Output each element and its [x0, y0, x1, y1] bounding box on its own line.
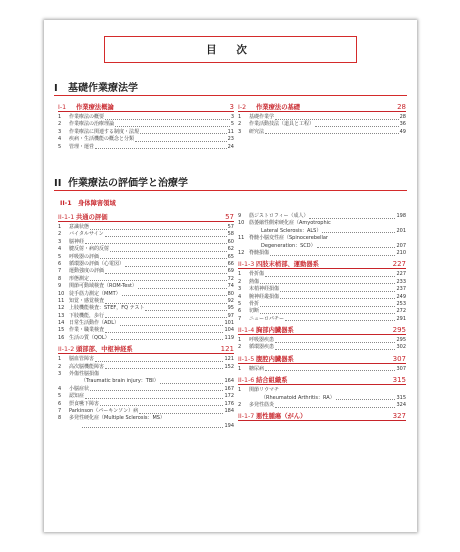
toc-entry[interactable] [238, 286, 406, 293]
entry-title: 高次脳機能障害 [69, 363, 105, 370]
entry-number: 2 [238, 344, 242, 351]
entry-title: 脳血管障害 [69, 356, 95, 363]
part-1-number: I [54, 83, 58, 94]
entry-title: 基礎作業学 [249, 113, 275, 120]
entry-number: 4 [238, 293, 242, 300]
entry-title: 下肢機能，歩行 [69, 312, 105, 319]
section-page: 295 [392, 326, 406, 335]
toc-entry[interactable] [58, 305, 234, 312]
entry-title: 認知症 [69, 393, 85, 400]
entry-page: 58 [227, 231, 234, 238]
entry-page: 62 [227, 246, 234, 253]
entry-number: 11 [238, 235, 245, 242]
entry-title: 筋萎縮性側索硬化症（Amyotrophic [249, 220, 331, 227]
entry-title: 末梢神経損傷 [249, 286, 280, 293]
leader-dots [85, 243, 227, 244]
toc-entry[interactable] [58, 291, 234, 298]
toc-column-1a [58, 103, 234, 151]
entry-page: 324 [396, 402, 406, 409]
entry-page: 198 [396, 212, 406, 219]
leader-dots [105, 368, 223, 369]
toc-entry[interactable] [238, 344, 406, 351]
entry-page: 291 [396, 315, 406, 322]
leader-dots [105, 236, 227, 237]
entry-title: 小脳症状 [69, 385, 90, 392]
leader-dots [260, 313, 395, 314]
entry-page: 233 [396, 278, 406, 285]
part-2-number: II [54, 178, 62, 189]
entry-title: 循環器の評価（心電図） [69, 260, 125, 267]
leader-dots [265, 133, 399, 134]
toc-entry[interactable] [238, 308, 406, 315]
toc-entry-continued[interactable] [238, 243, 406, 250]
toc-entry[interactable] [238, 301, 406, 308]
entry-title: 関節可動域検査（ROM-Test） [69, 283, 137, 290]
section-page: 121 [220, 345, 234, 354]
toc-entry[interactable] [58, 121, 234, 128]
leader-dots [275, 407, 395, 408]
entry-number: 11 [58, 297, 65, 304]
entry-page: 101 [224, 320, 234, 327]
leader-dots [309, 218, 395, 219]
entry-number: 13 [58, 312, 65, 319]
toc-section-heading[interactable] [238, 412, 406, 421]
toc-title: 目 次 [104, 36, 357, 63]
entry-title: 脊髄小脳変性症（Spinocerebellar [249, 235, 328, 242]
entry-page: 227 [396, 271, 406, 278]
entry-number: 3 [58, 238, 62, 245]
leader-dots [105, 332, 223, 333]
part-2-heading [54, 175, 407, 191]
toc-entry-continued[interactable] [238, 395, 406, 402]
toc-section-heading[interactable] [238, 260, 406, 269]
entry-title: ニューロパチー [249, 315, 285, 322]
toc-entry-continued[interactable] [58, 378, 234, 385]
toc-entry[interactable] [58, 254, 234, 261]
section-title: 作業療法概論 [76, 104, 114, 111]
entry-number: 8 [58, 415, 62, 422]
entry-title: 関節リウマチ [249, 387, 280, 394]
entry-page: 176 [224, 400, 234, 407]
toc-entry[interactable] [58, 401, 234, 408]
entry-title: 作業療法に関連する制度・法規 [69, 128, 140, 135]
part-2-title: 作業療法の評価学と治療学 [68, 178, 188, 189]
entry-title: 知覚・感覚検査 [69, 297, 105, 304]
toc-entry[interactable] [238, 235, 406, 242]
leader-dots [135, 141, 227, 142]
section-title: 作業療法の基礎 [256, 104, 301, 111]
leader-dots [260, 283, 395, 284]
toc-entry[interactable] [58, 393, 234, 400]
leader-dots [317, 247, 396, 248]
section-page: 327 [392, 412, 406, 421]
entry-number: 7 [58, 268, 62, 275]
section-title: 腹腔内臓器系 [256, 355, 294, 363]
entry-page: 253 [396, 300, 406, 307]
section-code: II-1-7 [238, 413, 255, 421]
leader-dots [82, 427, 223, 428]
leader-dots [110, 251, 227, 252]
section-title: 共通の評価 [76, 214, 108, 221]
entry-number: 1 [238, 271, 242, 278]
entry-title: 徒手筋力測定（MMT） [69, 290, 121, 297]
section-page: 3 [229, 103, 234, 111]
entry-number: 4 [58, 385, 62, 392]
entry-number: 7 [58, 407, 62, 414]
entry-title: 日常生活動作（ADL） [69, 320, 120, 327]
entry-page: 11 [227, 128, 234, 135]
entry-page: 49 [399, 128, 406, 135]
leader-dots [260, 306, 395, 307]
entry-title: 脳神経 [69, 238, 85, 245]
toc-section-heading[interactable] [58, 213, 234, 222]
section-page: 227 [392, 260, 406, 269]
leader-dots [125, 266, 227, 267]
part-1-title: 基礎作業療法学 [68, 83, 138, 94]
entry-page: 315 [396, 394, 406, 401]
entry-page: 92 [227, 297, 234, 304]
leader-dots [105, 119, 230, 120]
toc-entry[interactable] [238, 316, 406, 323]
entry-title: 筋ジストロフィー（成人） [249, 212, 309, 219]
entry-title: 作業療法の概要 [69, 113, 105, 120]
entry-number: 2 [238, 121, 242, 128]
toc-entry[interactable] [58, 136, 234, 143]
toc-section-heading[interactable] [238, 326, 406, 335]
entry-title: バイタルサイン [69, 231, 104, 238]
leader-dots [138, 288, 227, 289]
entry-title: 作業療法の治療理論 [69, 121, 115, 128]
leader-dots [85, 398, 223, 399]
leader-dots [265, 276, 395, 277]
toc-entry[interactable] [58, 313, 234, 320]
entry-page: 201 [396, 227, 406, 234]
entry-page: 65 [227, 253, 234, 260]
entry-title: 腕神経叢損傷 [249, 293, 280, 300]
toc-entry[interactable] [58, 371, 234, 378]
entry-page: 69 [227, 268, 234, 275]
toc-section-heading[interactable] [58, 103, 234, 112]
toc-entry[interactable] [58, 335, 234, 342]
entry-page: 74 [227, 283, 234, 290]
entry-page: 72 [227, 275, 234, 282]
section-code: II-1-5 [238, 355, 255, 363]
toc-entry[interactable] [58, 246, 234, 253]
entry-page: 249 [396, 293, 406, 300]
section-code: II-1-4 [238, 327, 255, 335]
entry-number: 4 [58, 136, 62, 143]
entry-title: 熱傷 [249, 278, 260, 285]
leader-dots [270, 255, 395, 256]
toc-entry[interactable] [58, 144, 234, 151]
entry-page: 95 [227, 305, 234, 312]
entry-number: 1 [238, 387, 242, 394]
section-title: 四肢末梢部、運動器系 [256, 261, 319, 269]
leader-dots [90, 390, 223, 391]
leader-dots [285, 320, 395, 321]
entry-number: 9 [238, 212, 242, 219]
entry-title: 脊髄損傷 [249, 249, 270, 256]
section-code: I-1 [58, 104, 67, 111]
leader-dots [105, 303, 227, 304]
entry-number: 9 [58, 283, 62, 290]
entry-number: 1 [238, 337, 242, 344]
entry-title: 呼吸器疾患 [249, 337, 275, 344]
entry-title: 生活の質（QOL） [69, 334, 110, 341]
entry-page: 23 [227, 136, 234, 143]
entry-number: 6 [58, 260, 62, 267]
entry-title: 作業・職業検査 [69, 327, 105, 334]
entry-number: 3 [238, 286, 242, 293]
section-code: II-1-6 [238, 377, 255, 385]
entry-page: 167 [224, 385, 234, 392]
entry-number: 4 [58, 246, 62, 253]
entry-title: 呼吸器の評価 [69, 253, 100, 260]
entry-number: 2 [58, 121, 62, 128]
leader-dots [95, 148, 227, 149]
entry-number: 14 [58, 320, 65, 327]
entry-page: 66 [227, 260, 234, 267]
entry-page: 97 [227, 312, 234, 319]
entry-title: 作業活動技法（道具と工程） [249, 121, 315, 128]
entry-title: 切断 [249, 308, 260, 315]
leader-dots [275, 342, 395, 343]
toc-entry[interactable] [238, 250, 406, 257]
entry-number: 2 [58, 231, 62, 238]
entry-page: 24 [227, 143, 234, 150]
toc-column-2a [238, 103, 406, 136]
entry-title: 運動強度の評価 [69, 268, 105, 275]
entry-title: 循環器疾患 [249, 344, 275, 351]
section-page: 57 [225, 213, 234, 221]
leader-dots [265, 370, 395, 371]
entry-title: 意識状態 [69, 223, 90, 230]
toc-entry-continued[interactable] [58, 423, 234, 430]
entry-number: 5 [58, 253, 62, 260]
entry-number: 12 [58, 305, 65, 312]
entry-page: 3 [230, 113, 234, 120]
book-page [44, 20, 417, 532]
toc-entry[interactable] [238, 271, 406, 278]
entry-title: 管理・運営 [69, 143, 95, 150]
toc-entry[interactable] [58, 283, 234, 290]
leader-dots [160, 383, 224, 384]
entry-title: 研究法 [249, 128, 265, 135]
section-title: 悪性腫瘍（がん） [256, 413, 307, 421]
toc-entry[interactable] [238, 366, 406, 373]
entry-page: 295 [396, 337, 406, 344]
entry-page: 104 [224, 327, 234, 334]
entry-number: 1 [238, 365, 242, 372]
entry-number: 3 [238, 128, 242, 135]
section-page: 315 [392, 376, 406, 385]
leader-dots [322, 232, 395, 233]
leader-dots [280, 298, 395, 299]
toc-column-2b [238, 213, 406, 423]
entry-title: Degeneration：SCD） [261, 242, 316, 249]
section-title: 頭部部、中枢神経系 [76, 346, 133, 354]
entry-page: 184 [224, 407, 234, 414]
leader-dots [90, 280, 227, 281]
toc-entry[interactable] [58, 356, 234, 363]
leader-dots [95, 361, 223, 362]
toc-entry[interactable] [238, 121, 406, 128]
entry-title: 形態測定 [69, 275, 90, 282]
section-title: 胸部内臓器系 [256, 327, 294, 335]
entry-title: Lateral Sclerosis：ALS） [261, 227, 322, 234]
entry-page: 172 [224, 393, 234, 400]
leader-dots [140, 133, 227, 134]
entry-number: 2 [238, 278, 242, 285]
entry-number: 5 [58, 143, 62, 150]
leader-dots [90, 229, 227, 230]
entry-page: 57 [227, 223, 234, 230]
leader-dots [120, 325, 223, 326]
leader-dots [145, 310, 226, 311]
entry-page: 164 [224, 378, 234, 385]
entry-page: 302 [396, 344, 406, 351]
entry-number: 10 [238, 220, 245, 227]
leader-dots [105, 273, 227, 274]
entry-title: 多発性筋炎 [249, 402, 275, 409]
entry-number: 2 [58, 363, 62, 370]
entry-number: 3 [58, 128, 62, 135]
entry-page: 36 [399, 121, 406, 128]
entry-number: 1 [58, 356, 62, 363]
section-code: I-2 [238, 104, 247, 111]
entry-number: 12 [238, 249, 245, 256]
toc-entry[interactable] [58, 415, 234, 422]
entry-title: 糖尿病 [249, 365, 265, 372]
entry-page: 152 [224, 363, 234, 370]
section-code: II-1-3 [238, 261, 255, 269]
leader-dots [336, 399, 396, 400]
entry-title: 腱反射・病的反射 [69, 246, 110, 253]
section-title: 結合組織系 [256, 377, 288, 385]
entry-page: 121 [224, 356, 234, 363]
entry-number: 1 [58, 223, 62, 230]
entry-title: 骨折傷 [249, 271, 265, 278]
toc-section-heading[interactable] [58, 345, 234, 354]
leader-dots [122, 295, 227, 296]
toc-entry[interactable] [238, 220, 406, 227]
entry-title: 摂食嚥下障害 [69, 400, 100, 407]
entry-number: 2 [238, 402, 242, 409]
entry-number: 15 [58, 327, 65, 334]
toc-entry[interactable] [58, 268, 234, 275]
section-code: II-1-2 [58, 346, 75, 354]
leader-dots [105, 317, 227, 318]
entry-page: 307 [396, 365, 406, 372]
toc-entry[interactable] [238, 294, 406, 301]
toc-entry[interactable] [58, 231, 234, 238]
toc-section-heading[interactable] [238, 355, 406, 364]
leader-dots [100, 258, 227, 259]
leader-dots [275, 349, 395, 350]
entry-title: Parkinson（パーキンソン）病 [69, 407, 139, 414]
leader-dots [111, 339, 224, 340]
entry-title: 多発性硬化症（Multiple Sclerosis：MS） [69, 415, 165, 422]
part-2-subtitle: II-1 身体障害領域 [60, 200, 116, 207]
toc-entry[interactable] [58, 364, 234, 371]
section-page: 28 [397, 103, 406, 111]
leader-dots [100, 405, 223, 406]
entry-page: 237 [396, 286, 406, 293]
section-page: 307 [392, 354, 406, 363]
toc-entry[interactable] [58, 327, 234, 334]
toc-entry[interactable] [58, 386, 234, 393]
toc-entry[interactable] [238, 129, 406, 136]
toc-section-heading[interactable] [238, 103, 406, 112]
entry-page: 119 [224, 334, 234, 341]
part-1-heading [54, 80, 407, 96]
entry-title: 骨折 [249, 300, 260, 307]
entry-page: 5 [230, 121, 234, 128]
entry-number: 6 [58, 400, 62, 407]
leader-dots [115, 126, 230, 127]
entry-page: 194 [224, 422, 234, 429]
toc-section-heading[interactable] [238, 376, 406, 385]
leader-dots [139, 413, 223, 414]
toc-entry[interactable] [238, 402, 406, 409]
entry-number: 8 [58, 275, 62, 282]
entry-number: 6 [238, 308, 242, 315]
entry-title: 疾病・生活機能の概念と分類 [69, 136, 135, 143]
entry-number: 3 [58, 371, 62, 378]
entry-title: 外傷性脳損傷 [69, 371, 100, 378]
entry-title: 上肢機能検査：STEF，FQ テスト [69, 305, 145, 312]
entry-number: 1 [238, 113, 242, 120]
leader-dots [280, 291, 395, 292]
entry-page: 80 [227, 290, 234, 297]
entry-page: 207 [396, 242, 406, 249]
leader-dots [315, 126, 399, 127]
entry-title: （Traumatic brain injury：TBI） [81, 378, 159, 385]
entry-number: 5 [238, 300, 242, 307]
entry-page: 28 [399, 113, 406, 120]
entry-number: 16 [58, 334, 65, 341]
entry-number: 7 [238, 315, 242, 322]
toc-column-1b [58, 213, 234, 430]
toc-entry[interactable] [238, 387, 406, 394]
entry-page: 210 [396, 249, 406, 256]
entry-page: 272 [396, 308, 406, 315]
entry-number: 5 [58, 393, 62, 400]
leader-dots [275, 119, 399, 120]
section-code: II-1-1 [58, 214, 75, 221]
entry-number: 1 [58, 113, 62, 120]
entry-number: 10 [58, 290, 65, 297]
entry-page: 60 [227, 238, 234, 245]
entry-title: （Rheumatoid Arthritis：RA） [261, 394, 335, 401]
